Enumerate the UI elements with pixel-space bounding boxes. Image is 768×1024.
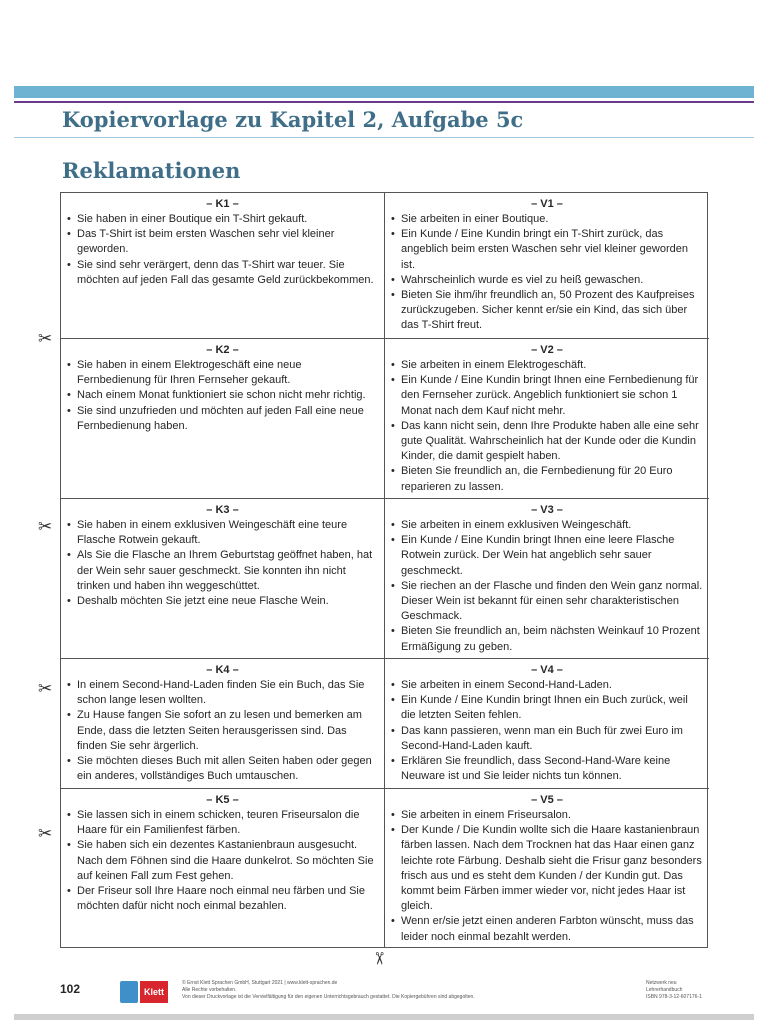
page-number: 102 [60,982,81,996]
list-item: • Wahrscheinlich wurde es viel zu heiß gewaschen. [391,273,703,288]
role-card-grid [60,192,708,948]
card-title: – K1 – [206,198,239,210]
page-header-title: Kopiervorlage zu Kapitel 2, Aufgabe 5c [62,107,524,132]
card-title: – K3 – [206,504,239,516]
scissors-icon: ✂ [38,824,53,843]
footer-bar [14,1014,754,1020]
list-item: • Sie haben in einem Elektrogeschäft eine neue Fernbedienung für Ihren Fernseher gekauft. [67,358,378,388]
card-k4 [61,659,385,789]
list-item: • Ein Kunde / Eine Kundin bringt Ihnen eine leere Flasche Rotwein zurück. Der Wein hat angeblich sehr sauer geschmeckt. [391,533,703,579]
card-list [67,808,378,914]
card-list [391,212,703,334]
list-item: • Zu Hause fangen Sie sofort an zu lesen und bemerken am Ende, dass die letzten Seiten herausgerissen sind. Das finden Sie sehr ärgerlich. [67,708,378,754]
list-item: • Ein Kunde / Eine Kundin bringt Ihnen eine Fernbedienung für den Fernseher zurück. Angeblich funktioniert sie schon 1 Monat nach dem Kauf nicht mehr. [391,373,703,419]
list-item: • Sie haben in einem exklusiven Weingeschäft eine teure Flasche Rotwein gekauft. [67,518,378,548]
header-underline [14,137,754,138]
product-info [646,980,756,1001]
card-v1 [385,193,709,339]
scissors-icon: ✂ [38,329,53,348]
list-item: • Der Kunde / Die Kundin wollte sich die Haare kastanienbraun färben lassen. Nach dem Trocknen hat das Haar einen ganz leichte rote Färbung. Deshalb sieht die Frisur ganz besonders frisch aus und es steht dem Kunden / der Kundin gut. Das kommt beim Färben immer wieder vor, nicht jedes Haar ist gleich. [391,823,703,914]
scissors-icon: ✂ [369,951,389,966]
header-color-bar [14,86,754,98]
list-item: • Ein Kunde / Eine Kundin bringt ein T-Shirt zurück, das angeblich beim ersten Waschen sehr viel kleiner geworden ist. [391,227,703,273]
card-title: – K4 – [206,664,239,676]
list-item: • Das T-Shirt ist beim ersten Waschen sehr viel kleiner geworden. [67,227,378,257]
card-v5 [385,789,709,947]
list-item: • Bieten Sie ihm/ihr freundlich an, 50 Prozent des Kaufpreises zurückzugeben. Sicher kennt er/sie ein Kind, das sich über das T-Shirt freut. [391,288,703,334]
card-title: – V4 – [531,664,563,676]
list-item: • Sie sind unzufrieden und möchten auf jeden Fall eine neue Fernbedienung haben. [67,404,378,434]
card-list [391,808,703,945]
section-title: Reklamationen [62,158,241,183]
list-item: • Erklären Sie freundlich, dass Second-Hand-Ware keine Neuware ist und Sie leider nichts tun können. [391,754,703,784]
card-title: – K2 – [206,344,239,356]
list-item: • Bieten Sie freundlich an, die Fernbedienung für 20 Euro reparieren zu lassen. [391,464,703,494]
list-item: • Der Friseur soll Ihre Haare noch einmal neu färben und Sie möchten dafür nicht noch einmal bezahlen. [67,884,378,914]
list-item: • Sie arbeiten in einem exklusiven Weingeschäft. [391,518,703,533]
list-item: • Bieten Sie freundlich an, beim nächsten Weinkauf 10 Prozent Ermäßigung zu geben. [391,624,703,654]
copyright-line: Alle Rechte vorbehalten. [182,987,237,993]
copyright-notice [182,980,562,1001]
copyright-line: Von dieser Druckvorlage ist die Vervielfältigung für den eigenen Unterrichtsgebrauch gestattet. Die Kopiergebühren sind abgegolten. [182,994,475,1000]
card-list [67,678,378,784]
product-line: ISBN 978-3-12-607176-1 [646,994,702,1000]
card-k2 [61,339,385,499]
card-list [391,678,703,784]
list-item: • Das kann nicht sein, denn Ihre Produkte haben alle eine sehr gute Qualität. Wahrscheinlich hat der Kunde oder die Kundin Kinder, die damit gespielt haben. [391,419,703,465]
logo-wordmark: Klett [140,981,168,1003]
card-k5 [61,789,385,947]
card-title: – K5 – [206,794,239,806]
card-v3 [385,499,709,659]
card-k3 [61,499,385,659]
card-v4 [385,659,709,789]
product-line: Netzwerk neu [646,980,677,986]
card-list [391,518,703,655]
card-list [67,358,378,434]
list-item: • Sie sind sehr verärgert, denn das T-Shirt war teuer. Sie möchten auf jeden Fall das gesamte Geld zurückbekommen. [67,258,378,288]
card-list [67,212,378,288]
logo-mark-icon [120,981,138,1003]
list-item: • Sie haben sich ein dezentes Kastanienbraun ausgesucht. Nach dem Föhnen sind die Haare dunkelrot. So möchten Sie auf keinen Fall zum Fest gehen. [67,838,378,884]
list-item: • Sie arbeiten in einer Boutique. [391,212,703,227]
card-v2 [385,339,709,499]
list-item: • Sie arbeiten in einem Second-Hand-Laden. [391,678,703,693]
list-item: • Wenn er/sie jetzt einen anderen Farbton wünscht, muss das leider noch einmal bezahlt werden. [391,914,703,944]
copyright-line: © Ernst Klett Sprachen GmbH, Stuttgart 2021 | www.klett-sprachen.de [182,980,338,986]
scissors-icon: ✂ [38,517,53,536]
list-item: • Als Sie die Flasche an Ihrem Geburtstag geöffnet haben, hat der Wein sehr sauer geschmeckt. Sie konnten ihn nicht trinken und haben ihn weggeschüttet. [67,548,378,594]
card-title: – V1 – [531,198,563,210]
card-list [391,358,703,495]
card-title: – V2 – [531,344,563,356]
list-item: • Sie möchten dieses Buch mit allen Seiten haben oder gegen ein anderes, vollständiges Buch umtauschen. [67,754,378,784]
list-item: • In einem Second-Hand-Laden finden Sie ein Buch, das Sie schon lange lesen wollten. [67,678,378,708]
card-title: – V3 – [531,504,563,516]
product-line: Lehrerhandbuch [646,987,683,993]
list-item: • Deshalb möchten Sie jetzt eine neue Flasche Wein. [67,594,378,609]
list-item: • Ein Kunde / Eine Kundin bringt Ihnen ein Buch zurück, weil die letzten Seiten fehlen. [391,693,703,723]
card-list [67,518,378,609]
list-item: • Sie riechen an der Flasche und finden den Wein ganz normal. Dieser Wein ist bekannt für einen sehr charakteristischen Geschmack. [391,579,703,625]
list-item: • Sie arbeiten in einem Friseursalon. [391,808,703,823]
list-item: • Sie lassen sich in einem schicken, teuren Friseursalon die Haare für ein Familienfest färben. [67,808,378,838]
card-title: – V5 – [531,794,563,806]
klett-logo [120,980,170,1004]
list-item: • Nach einem Monat funktioniert sie schon nicht mehr richtig. [67,388,378,403]
list-item: • Das kann passieren, wenn man ein Buch für zwei Euro im Second-Hand-Laden kauft. [391,724,703,754]
list-item: • Sie haben in einer Boutique ein T-Shirt gekauft. [67,212,378,227]
header-rule [14,101,754,103]
scissors-icon: ✂ [38,679,53,698]
list-item: • Sie arbeiten in einem Elektrogeschäft. [391,358,703,373]
card-k1 [61,193,385,339]
